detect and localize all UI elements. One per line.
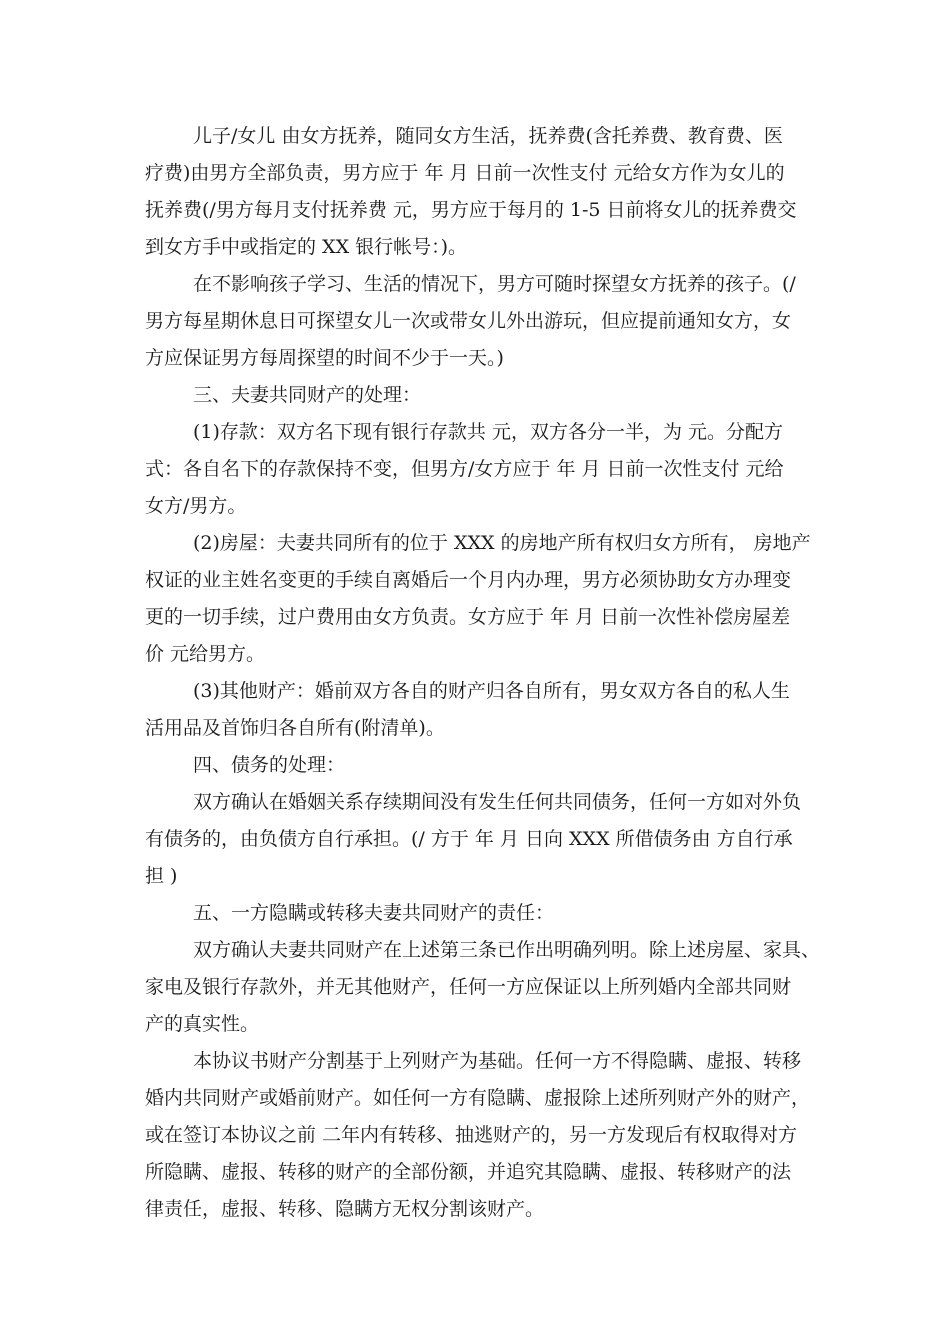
paragraph-confirmation: [145, 932, 825, 1043]
text-line: 女方/男方。: [145, 495, 247, 517]
section-heading: 五、一方隐瞒或转移夫妻共同财产的责任：: [193, 902, 555, 924]
paragraph-visitation: [145, 266, 825, 377]
text-line: 疗费)由男方全部负责，男方应于 年 月 日前一次性支付 元给女方作为女儿的: [145, 162, 785, 184]
text-line: (3)其他财产：婚前双方各自的财产归各自所有，男女双方各自的私人生: [193, 680, 790, 702]
text-line: (2)房屋：夫妻共同所有的位于 XXX 的房地产所有权归女方所有， 房地产: [193, 532, 811, 554]
text-line: 所隐瞒、虚报、转移的财产的全部份额，并追究其隐瞒、虚报、转移财产的法: [145, 1161, 792, 1183]
text-line: (1)存款：双方名下现有银行存款共 元，双方各分一半，为 元。分配方: [193, 421, 783, 443]
text-line: 更的一切手续，过户费用由女方负责。女方应于 年 月 日前一次性补偿房屋差: [145, 606, 791, 628]
text-line: 有债务的，由负债方自行承担。(/ 方于 年 月 日向 XXX 所借债务由 方自行承: [145, 828, 793, 850]
text-line: 权证的业主姓名变更的手续自离婚后一个月内办理，男方必须协助女方办理变: [145, 569, 792, 591]
text-line: 担 ): [145, 865, 178, 887]
text-line: 或在签订本协议之前 二年内有转移、抽逃财产的，另一方发现后有权取得对方: [145, 1124, 798, 1146]
section-heading-debts: [145, 747, 825, 784]
text-line: 家电及银行存款外，并无其他财产，任何一方应保证以上所列婚内全部共同财: [145, 976, 792, 998]
text-line: 本协议书财产分割基于上列财产为基础。任何一方不得隐瞒、虚报、转移: [193, 1050, 802, 1072]
document-body: [145, 118, 825, 1228]
section-heading: 四、债务的处理：: [193, 754, 346, 776]
text-line: 婚内共同财产或婚前财产。如任何一方有隐瞒、虚报除上述所列财产外的财产，: [145, 1087, 811, 1109]
paragraph-debts: [145, 784, 825, 895]
paragraph-other-property: [145, 673, 825, 747]
text-line: 方应保证男方每周探望的时间不少于一天。): [145, 347, 504, 369]
paragraph-housing: [145, 525, 825, 673]
section-heading: 三、夫妻共同财产的处理：: [193, 384, 422, 406]
text-line: 双方确认在婚姻关系存续期间没有发生任何共同债务，任何一方如对外负: [193, 791, 802, 813]
text-line: 儿子/女儿 由女方抚养，随同女方生活，抚养费(含托养费、教育费、医: [193, 125, 783, 147]
section-heading-property: [145, 377, 825, 414]
text-line: 律责任，虚报、转移、隐瞒方无权分割该财产。: [145, 1198, 545, 1220]
text-line: 男方每星期休息日可探望女儿一次或带女儿外出游玩，但应提前通知女方，女: [145, 310, 792, 332]
paragraph-deposits: [145, 414, 825, 525]
text-line: 式：各自名下的存款保持不变，但男方/女方应于 年 月 日前一次性支付 元给: [145, 458, 784, 480]
text-line: 到女方手中或指定的 XX 银行帐号：)。: [145, 236, 468, 258]
paragraph-custody: [145, 118, 825, 266]
text-line: 双方确认夫妻共同财产在上述第三条已作出明确列明。除上述房屋、家具、: [193, 939, 821, 961]
text-line: 在不影响孩子学习、生活的情况下，男方可随时探望女方抚养的孩子。(/: [193, 273, 796, 295]
section-heading-concealment: [145, 895, 825, 932]
paragraph-concealment: [145, 1043, 825, 1228]
text-line: 活用品及首饰归各自所有(附清单)。: [145, 717, 445, 739]
text-line: 产的真实性。: [145, 1013, 260, 1035]
text-line: 价 元给男方。: [145, 643, 266, 665]
text-line: 抚养费(/男方每月支付抚养费 元，男方应于每月的 1-5 日前将女儿的抚养费交: [145, 199, 797, 221]
